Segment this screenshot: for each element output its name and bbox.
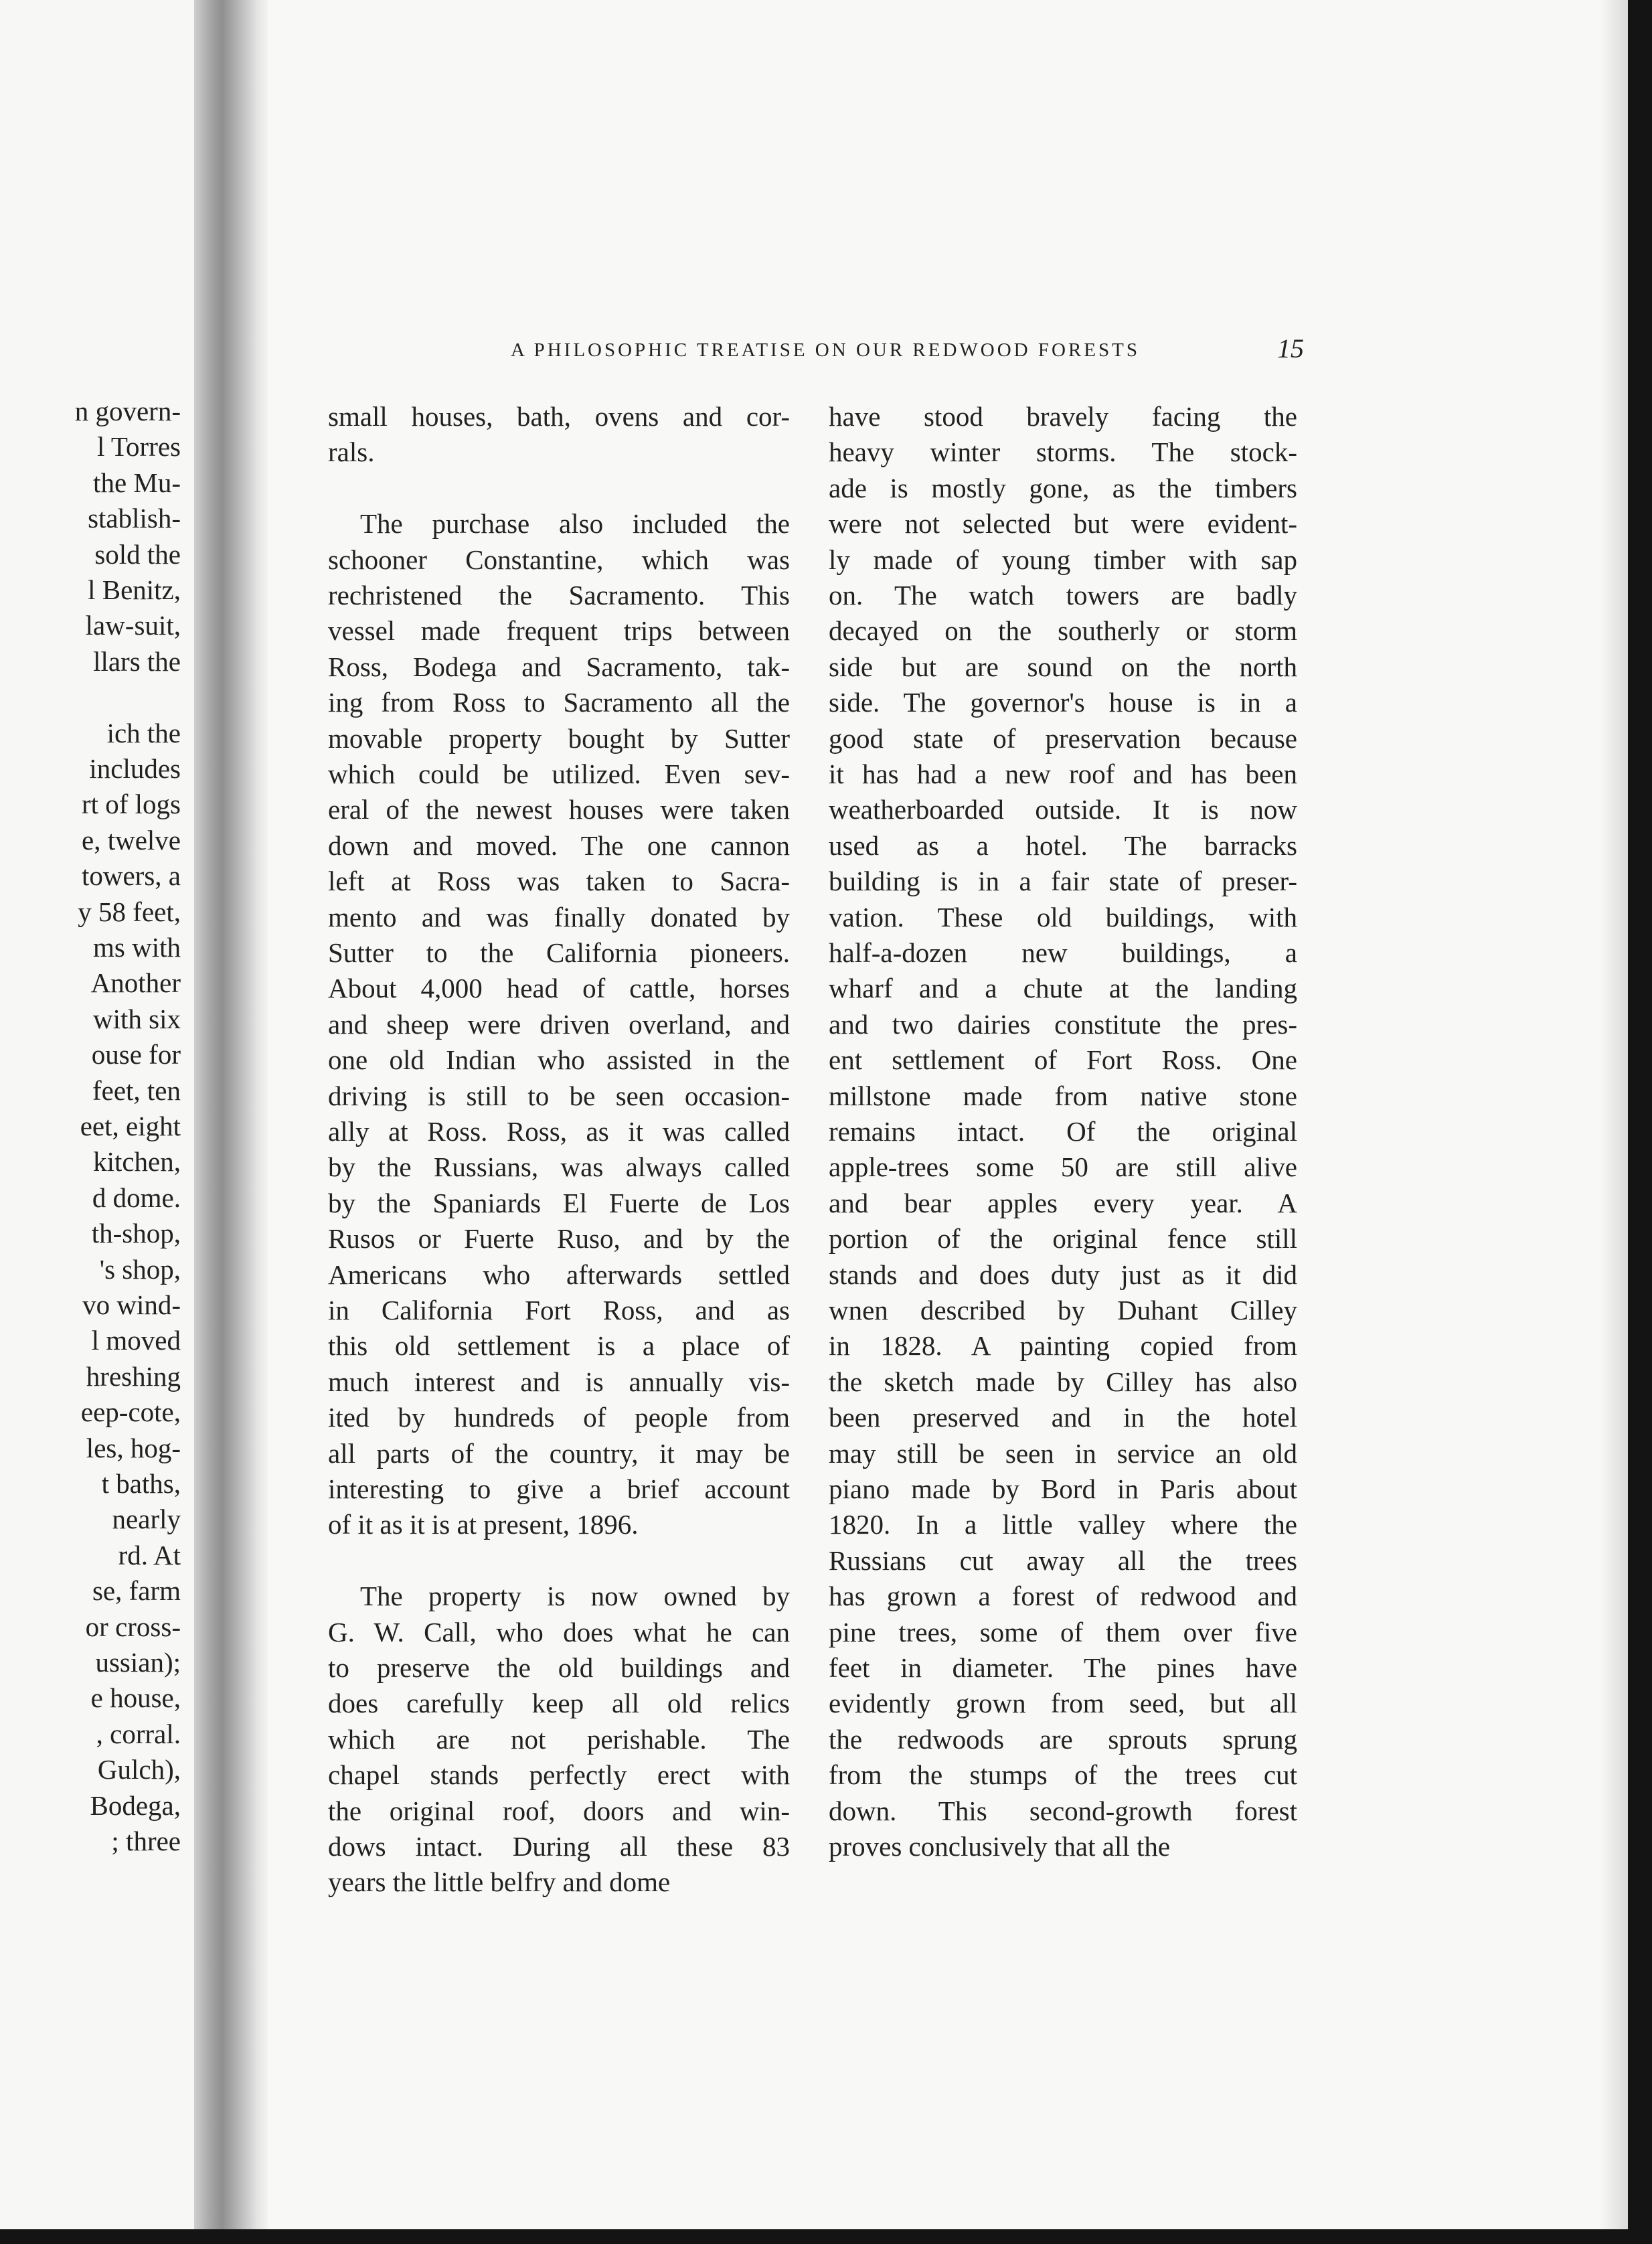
left-page-line: n govern- — [74, 396, 181, 426]
left-page-line: law-suit, — [85, 610, 181, 641]
body-text-line: ited by hundreds of people from — [328, 1402, 790, 1433]
body-text-line: stands and does duty just as it did — [829, 1259, 1297, 1290]
body-text-line: all parts of the country, it may be — [328, 1437, 790, 1469]
left-page-line: llars the — [93, 645, 181, 677]
body-text-line: down. This second-growth forest — [829, 1795, 1297, 1826]
left-page-line: d dome. — [92, 1182, 181, 1213]
body-text-line: proves conclusively that all the — [829, 1831, 1171, 1862]
body-text-line: heavy winter storms. The stock- — [829, 436, 1297, 468]
page-edge-shadow — [1600, 0, 1628, 2229]
left-page-line: feet, ten — [92, 1074, 181, 1106]
left-page-line: with six — [93, 1003, 181, 1034]
left-page-line: ich the — [106, 717, 181, 748]
body-text-line: in California Fort Ross, and as — [328, 1295, 790, 1326]
left-page-line: ouse for — [91, 1039, 181, 1070]
body-text-line: left at Ross was taken to Sacra- — [328, 866, 790, 897]
left-page-line: t baths, — [101, 1468, 181, 1499]
body-text-line: much interest and is annually vis- — [328, 1366, 790, 1397]
body-text-line: driving is still to be seen occasion- — [328, 1080, 790, 1111]
body-text-line: wnen described by Duhant Cilley — [829, 1295, 1297, 1326]
body-text-line: of it as it is at present, 1896. — [328, 1509, 639, 1540]
left-page-line: hreshing — [86, 1360, 181, 1392]
left-page-line: ussian); — [95, 1647, 181, 1678]
body-text-line: rals. — [328, 436, 375, 468]
body-text-line: weatherboarded outside. It is now — [829, 794, 1297, 825]
body-text-line: by the Spaniards El Fuerte de Los — [328, 1187, 790, 1218]
left-page-edge — [0, 0, 194, 2229]
body-text-line: interesting to give a brief account — [328, 1473, 790, 1504]
left-page-line — [0, 679, 181, 715]
body-text-line: millstone made from native stone — [829, 1080, 1297, 1111]
body-text-line: it has had a new roof and has been — [829, 758, 1297, 789]
body-text-line: piano made by Bord in Paris about — [829, 1473, 1297, 1504]
body-text-line: The purchase also included the — [360, 508, 790, 540]
left-page-line: Another — [90, 967, 181, 999]
body-text-line: down and moved. The one cannon — [328, 829, 790, 861]
body-text-line: wharf and a chute at the landing — [829, 973, 1297, 1004]
left-page-line: e house, — [90, 1682, 181, 1714]
body-text-line: from the stumps of the trees cut — [829, 1759, 1297, 1791]
left-page-line: Gulch), — [97, 1754, 181, 1785]
left-page-line: sold the — [94, 538, 181, 570]
body-text-line: apple-trees some 50 are still alive — [829, 1151, 1297, 1183]
body-text-line: good state of preservation because — [829, 722, 1297, 754]
body-text-line: ing from Ross to Sacramento all the — [328, 687, 790, 718]
body-text-line: portion of the original fence still — [829, 1223, 1297, 1255]
body-text-line — [328, 1543, 790, 1579]
body-text-line: feet in diameter. The pines have — [829, 1652, 1297, 1683]
body-text-line: building is in a fair state of preser- — [829, 866, 1297, 897]
left-page-line: l Torres — [96, 431, 181, 463]
left-page-line: rd. At — [118, 1539, 181, 1571]
body-text-line: to preserve the old buildings and — [328, 1652, 790, 1683]
body-text-line: evidently grown from seed, but all — [829, 1688, 1297, 1719]
body-text-line: schooner Constantine, which was — [328, 544, 790, 575]
book-gutter — [194, 0, 268, 2229]
left-page-line: rt of logs — [81, 789, 181, 820]
body-text-line: which could be utilized. Even sev- — [328, 758, 790, 789]
left-page-line: y 58 feet, — [78, 896, 181, 927]
body-text-line: ade is mostly gone, as the timbers — [829, 472, 1297, 503]
running-header: A PHILOSOPHIC TREATISE ON OUR REDWOOD FORESTS — [511, 339, 1140, 361]
left-page-line: includes — [89, 753, 181, 784]
left-page-line: the Mu- — [93, 467, 181, 498]
body-text-line: the redwoods are sprouts sprung — [829, 1723, 1297, 1755]
body-text-line: ally at Ross. Ross, as it was called — [328, 1116, 790, 1147]
body-text-line: Sutter to the California pioneers. — [328, 937, 790, 968]
body-text-line: Ross, Bodega and Sacramento, tak- — [328, 651, 790, 682]
left-page-line: Bodega, — [90, 1789, 181, 1821]
body-text-line: vessel made frequent trips between — [328, 615, 790, 647]
left-page-line: or cross- — [85, 1611, 181, 1642]
body-text-line: by the Russians, was always called — [328, 1151, 790, 1183]
body-text-line: side. The governor's house is in a — [829, 687, 1297, 718]
body-text-line: About 4,000 head of cattle, horses — [328, 973, 790, 1004]
page-number: 15 — [1277, 333, 1304, 364]
left-page-line: , corral. — [96, 1718, 181, 1749]
left-page-line: les, hog- — [86, 1432, 181, 1463]
body-text-line: were not selected but were evident- — [829, 508, 1297, 540]
left-page-line: vo wind- — [82, 1289, 181, 1320]
left-page-line: eet, eight — [80, 1111, 181, 1141]
body-text-line: small houses, bath, ovens and cor- — [328, 401, 790, 432]
body-text-line: dows intact. During all these 83 — [328, 1831, 790, 1862]
body-text-line: vation. These old buildings, with — [829, 901, 1297, 933]
body-text-line: has grown a forest of redwood and — [829, 1581, 1297, 1612]
body-text-line: G. W. Call, who does what he can — [328, 1616, 790, 1648]
body-text-line: pine trees, some of them over five — [829, 1616, 1297, 1648]
body-text-line: mento and was finally donated by — [328, 901, 790, 933]
body-text-line: movable property bought by Sutter — [328, 722, 790, 754]
body-text-line — [328, 471, 790, 506]
body-text-line: remains intact. Of the original — [829, 1116, 1297, 1147]
left-page-line: ; three — [111, 1826, 181, 1856]
body-text-line: the sketch made by Cilley has also — [829, 1366, 1297, 1397]
body-text-line: chapel stands perfectly erect with — [328, 1759, 790, 1791]
body-text-line: half-a-dozen new buildings, a — [829, 937, 1297, 968]
body-text-line: and sheep were driven overland, and — [328, 1008, 790, 1040]
body-text-line: decayed on the southerly or storm — [829, 615, 1297, 647]
body-text-line: years the little belfry and dome — [328, 1866, 671, 1898]
body-text-line: been preserved and in the hotel — [829, 1402, 1297, 1433]
left-page-line: l Benitz, — [88, 574, 181, 605]
body-text-line: which are not perishable. The — [328, 1723, 790, 1755]
left-page-line: kitchen, — [93, 1146, 181, 1178]
left-page-line: se, farm — [92, 1575, 181, 1607]
body-text-line: The property is now owned by — [360, 1581, 790, 1612]
body-text-line: this old settlement is a place of — [328, 1330, 790, 1362]
left-page-line: ms with — [93, 932, 181, 963]
left-page-line: stablish- — [88, 503, 181, 534]
body-text-line: rechristened the Sacramento. This — [328, 580, 790, 611]
body-text-line: ent settlement of Fort Ross. One — [829, 1044, 1297, 1076]
body-text-line: Russians cut away all the trees — [829, 1544, 1297, 1576]
left-page-line: l moved — [91, 1325, 181, 1356]
body-text-line: side but are sound on the north — [829, 651, 1297, 682]
body-text-line: does carefully keep all old relics — [328, 1688, 790, 1719]
body-text-line: have stood bravely facing the — [829, 401, 1297, 432]
body-text-line: ly made of young timber with sap — [829, 544, 1297, 575]
body-text-line: and two dairies constitute the pres- — [829, 1008, 1297, 1040]
body-text-line: Rusos or Fuerte Ruso, and by the — [328, 1223, 790, 1255]
body-text-line: in 1828. A painting copied from — [829, 1330, 1297, 1362]
body-text-line: may still be seen in service an old — [829, 1437, 1297, 1469]
left-page-line: towers, a — [81, 860, 181, 892]
left-page-line: th-shop, — [91, 1218, 181, 1249]
body-text-line: 1820. In a little valley where the — [829, 1509, 1297, 1540]
left-page-line: e, twelve — [82, 824, 181, 856]
left-page-line: 's shop, — [99, 1253, 181, 1285]
body-text-line: on. The watch towers are badly — [829, 580, 1297, 611]
body-text-line: used as a hotel. The barracks — [829, 829, 1297, 861]
body-text-line: one old Indian who assisted in the — [328, 1044, 790, 1076]
body-text-line: eral of the newest houses were taken — [328, 794, 790, 825]
body-text-line: and bear apples every year. A — [829, 1187, 1297, 1218]
left-page-line: nearly — [112, 1504, 181, 1535]
body-text-line: Americans who afterwards settled — [328, 1259, 790, 1290]
body-text-line: the original roof, doors and win- — [328, 1795, 790, 1826]
left-page-line: eep-cote, — [80, 1396, 181, 1428]
